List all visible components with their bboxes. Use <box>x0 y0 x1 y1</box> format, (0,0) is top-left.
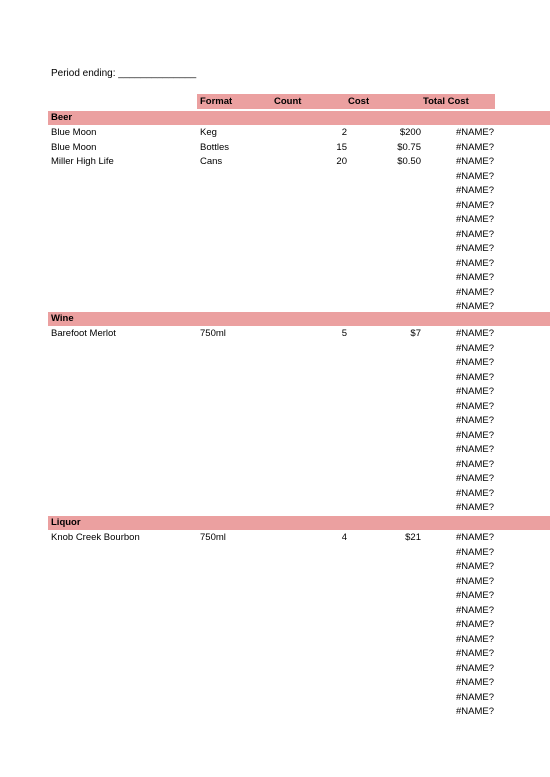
section-title: Beer <box>51 112 73 123</box>
header-cost: Cost <box>348 96 370 107</box>
item-total: #NAME? <box>455 706 494 717</box>
item-total: #NAME? <box>455 342 494 354</box>
item-cost: $0.75 <box>397 141 421 153</box>
table-row <box>0 413 550 427</box>
table-row <box>0 212 550 226</box>
item-total: #NAME? <box>455 590 494 601</box>
item-count: 4 <box>341 532 347 543</box>
table-row <box>0 241 550 255</box>
section-band-beer <box>48 111 550 125</box>
item-count: 2 <box>341 127 347 138</box>
table-row <box>0 183 550 197</box>
section-band-wine <box>48 312 550 326</box>
item-total: #NAME? <box>455 487 494 499</box>
item-total: #NAME? <box>455 301 494 312</box>
item-total: #NAME? <box>455 386 494 397</box>
item-total: #NAME? <box>455 272 494 283</box>
item-cost: $200 <box>399 127 421 138</box>
item-total: #NAME? <box>455 458 494 470</box>
item-total: #NAME? <box>455 502 494 513</box>
table-row <box>0 690 550 704</box>
table-row <box>0 326 550 340</box>
item-total: #NAME? <box>455 619 494 630</box>
section-band-liquor <box>48 516 550 530</box>
item-format: Cans <box>200 156 223 167</box>
item-format: Keg <box>200 127 217 138</box>
item-total: #NAME? <box>455 371 494 383</box>
section-title: Liquor <box>51 517 81 528</box>
item-count: 5 <box>341 328 347 339</box>
table-row <box>0 299 550 313</box>
item-cost: $21 <box>405 532 421 543</box>
item-format: 750ml <box>200 328 226 339</box>
item-total: #NAME? <box>455 228 494 240</box>
item-cost: $0.50 <box>397 156 421 167</box>
table-row <box>0 704 550 718</box>
item-total: #NAME? <box>455 662 494 674</box>
item-total: #NAME? <box>455 156 494 167</box>
table-row <box>0 125 550 139</box>
table-row <box>0 646 550 660</box>
item-name: Blue Moon <box>51 141 97 153</box>
table-row <box>0 140 550 154</box>
table-row <box>0 384 550 398</box>
item-total: #NAME? <box>455 185 494 196</box>
item-total: #NAME? <box>455 444 494 455</box>
table-row <box>0 530 550 544</box>
item-total: #NAME? <box>455 286 494 298</box>
table-row <box>0 471 550 485</box>
table-row <box>0 617 550 631</box>
item-total: #NAME? <box>455 127 494 138</box>
item-name: Knob Creek Bourbon <box>51 532 140 543</box>
table-row <box>0 256 550 270</box>
table-row <box>0 370 550 384</box>
item-name: Miller High Life <box>51 156 114 167</box>
table-row <box>0 486 550 500</box>
item-total: #NAME? <box>455 561 494 572</box>
item-count: 15 <box>336 141 347 153</box>
table-row <box>0 588 550 602</box>
item-total: #NAME? <box>455 243 494 254</box>
table-row <box>0 154 550 168</box>
item-cost: $7 <box>410 328 421 339</box>
section-title: Wine <box>51 313 74 324</box>
table-row <box>0 270 550 284</box>
table-row <box>0 169 550 183</box>
table-row <box>0 285 550 299</box>
table-row <box>0 341 550 355</box>
table-row <box>0 457 550 471</box>
item-total: #NAME? <box>455 473 494 484</box>
item-total: #NAME? <box>455 429 494 441</box>
header-format: Format <box>200 96 233 107</box>
item-total: #NAME? <box>455 648 494 659</box>
table-row <box>0 661 550 675</box>
item-name: Barefoot Merlot <box>51 328 116 339</box>
item-name: Blue Moon <box>51 127 97 138</box>
table-row <box>0 442 550 456</box>
table-row <box>0 632 550 646</box>
table-row <box>0 355 550 369</box>
table-row <box>0 603 550 617</box>
table-row <box>0 198 550 212</box>
item-total: #NAME? <box>455 677 494 688</box>
item-total: #NAME? <box>455 532 494 543</box>
item-total: #NAME? <box>455 214 494 225</box>
item-total: #NAME? <box>455 575 494 587</box>
header-count: Count <box>274 96 302 107</box>
item-total: #NAME? <box>455 691 494 703</box>
item-format: 750ml <box>200 532 226 543</box>
item-total: #NAME? <box>455 357 494 368</box>
item-total: #NAME? <box>455 415 494 426</box>
table-row <box>0 675 550 689</box>
table-row <box>0 545 550 559</box>
header-total-cost: Total Cost <box>423 96 469 107</box>
table-row <box>0 399 550 413</box>
item-total: #NAME? <box>455 257 494 269</box>
item-total: #NAME? <box>455 400 494 412</box>
item-total: #NAME? <box>455 328 494 339</box>
table-row <box>0 574 550 588</box>
item-total: #NAME? <box>455 604 494 616</box>
column-header-row <box>197 94 495 109</box>
item-total: #NAME? <box>455 170 494 182</box>
table-row <box>0 227 550 241</box>
item-count: 20 <box>336 156 347 167</box>
table-row <box>0 500 550 514</box>
item-total: #NAME? <box>455 141 494 153</box>
table-row <box>0 428 550 442</box>
item-total: #NAME? <box>455 633 494 645</box>
item-total: #NAME? <box>455 546 494 558</box>
period-ending-label: Period ending: ______________ <box>51 68 197 79</box>
table-row <box>0 559 550 573</box>
item-format: Bottles <box>200 141 230 153</box>
item-total: #NAME? <box>455 199 494 211</box>
